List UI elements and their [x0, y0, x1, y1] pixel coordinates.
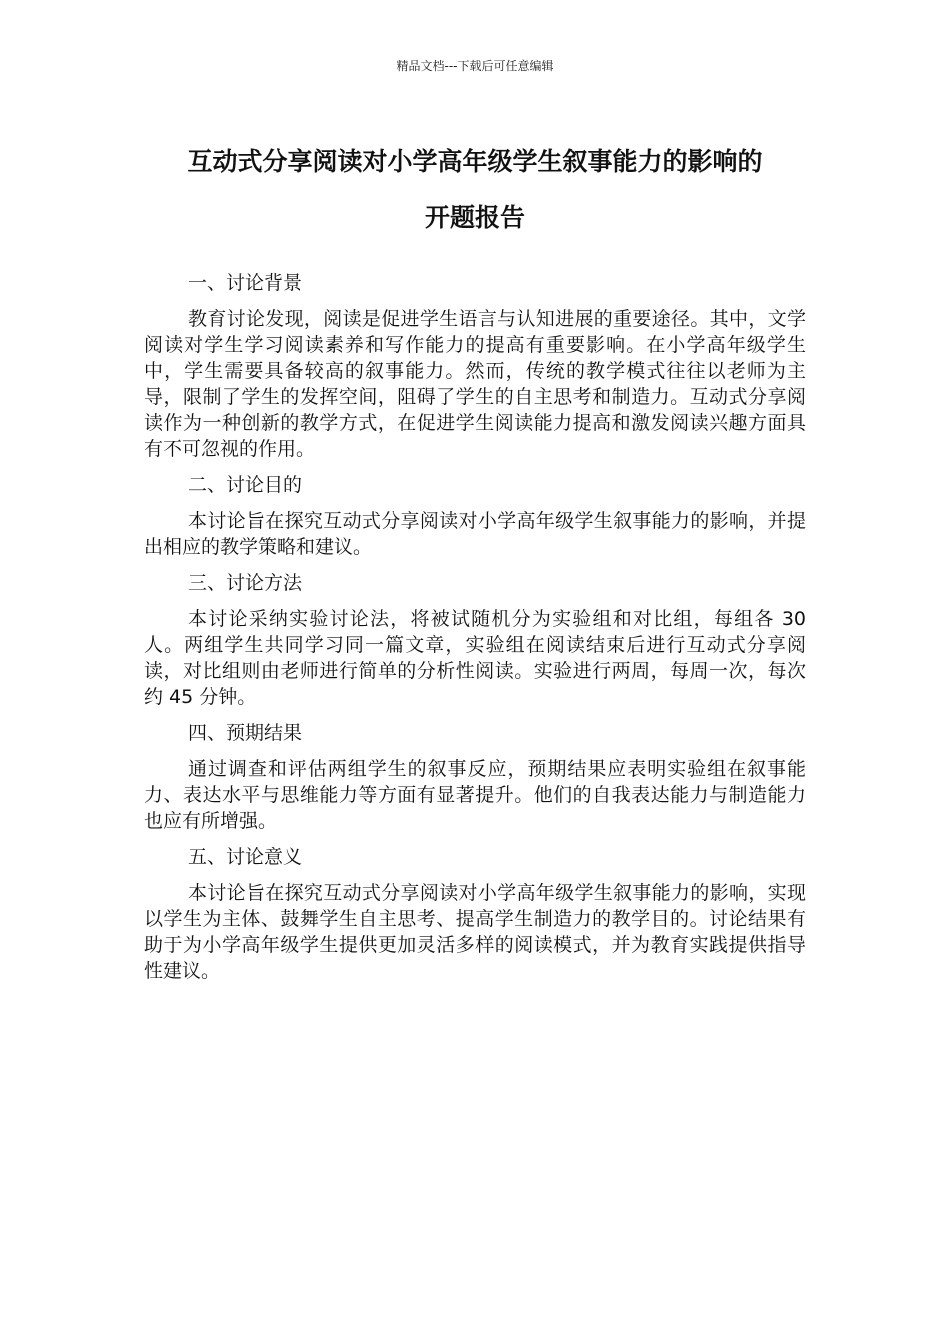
title-line-1: 互动式分享阅读对小学高年级学生叙事能力的影响的: [187, 147, 763, 176]
section-paragraph: 通过调查和评估两组学生的叙事反应，预期结果应表明实验组在叙事能力、表达水平与思维能力等方面有显著提升。他们的自我表达能力与制造能力也应有所增强。: [144, 758, 806, 832]
section-method: [144, 568, 806, 710]
section-heading: 一、讨论背景: [188, 272, 303, 294]
section-heading: 二、讨论目的: [188, 474, 303, 496]
section-background: [144, 268, 806, 462]
section-heading: 四、预期结果: [188, 722, 303, 744]
section-expected-results: [144, 718, 806, 834]
section-paragraph: 教育讨论发现，阅读是促进学生语言与认知进展的重要途径。其中，文学阅读对学生学习阅读素养和写作能力的提高有重要影响。在小学高年级学生中，学生需要具备较高的叙事能力。然而，传统的教学模式往往以老师为主导，限制了学生的发挥空间，阻碍了学生的自主思考和制造力。互动式分享阅读作为一种创新的教学方式，在促进学生阅读能力提高和激发阅读兴趣方面具有不可忽视的作用。: [144, 308, 806, 460]
section-heading: 三、讨论方法: [188, 572, 303, 594]
section-paragraph: 本讨论旨在探究互动式分享阅读对小学高年级学生叙事能力的影响，实现以学生为主体、鼓舞学生自主思考、提高学生制造力的教学目的。讨论结果有助于为小学高年级学生提供更加灵活多样的阅读模式，并为教育实践提供指导性建议。: [144, 882, 806, 982]
section-paragraph: 本讨论旨在探究互动式分享阅读对小学高年级学生叙事能力的影响，并提出相应的教学策略和建议。: [144, 510, 806, 558]
document-title: [120, 134, 830, 246]
section-significance: [144, 842, 806, 984]
header-note: 精品文档---下载后可任意编辑: [396, 59, 554, 73]
section-purpose: [144, 470, 806, 560]
title-line-2: 开题报告: [424, 203, 525, 232]
section-heading: 五、讨论意义: [188, 846, 303, 868]
section-paragraph: 本讨论采纳实验讨论法，将被试随机分为实验组和对比组，每组各 30 人。两组学生共同学习同一篇文章，实验组在阅读结束后进行互动式分享阅读，对比组则由老师进行简单的分析性阅读。实验进行两周，每周一次，每次约 45 分钟。: [144, 608, 806, 708]
document-body: [144, 268, 806, 992]
